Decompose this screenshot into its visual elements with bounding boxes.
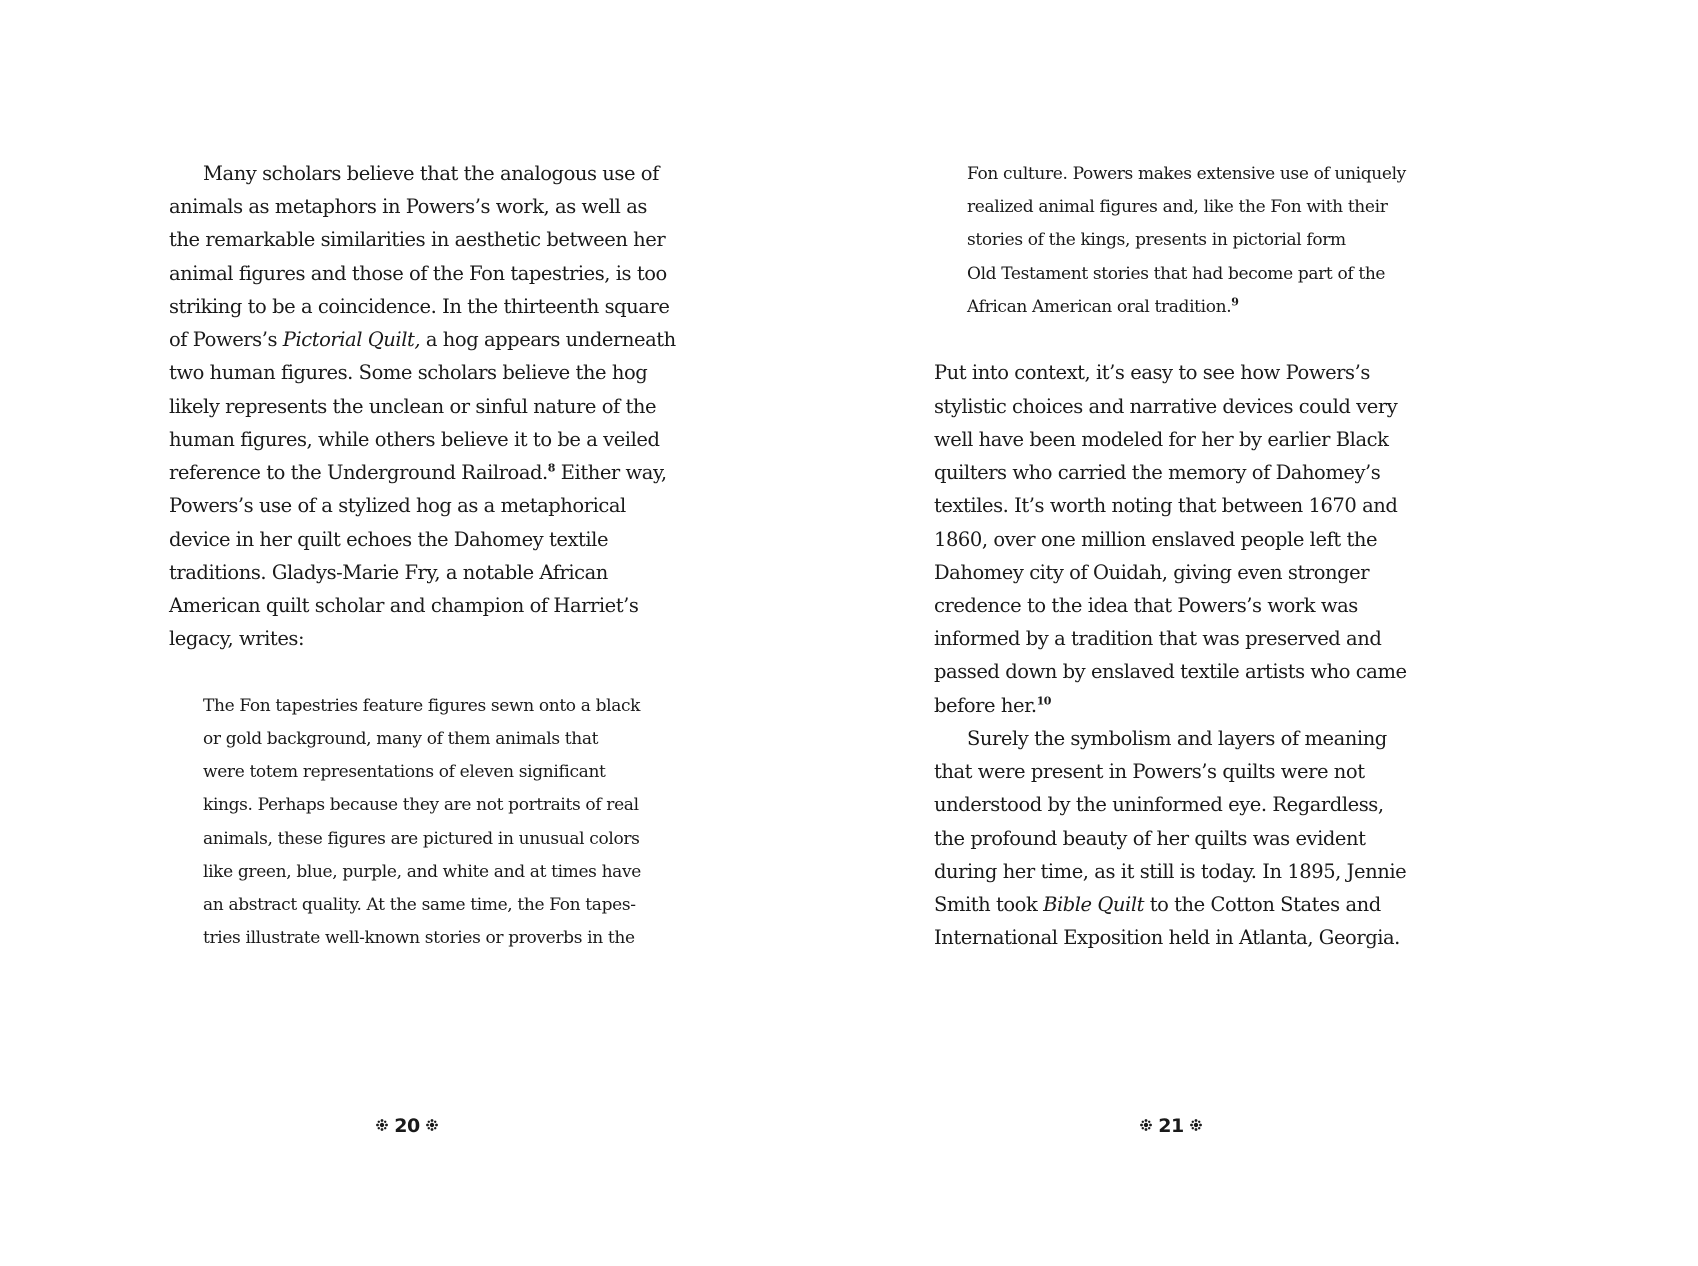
body-line: during her time, as it still is today. In 1895, Jennie — [934, 860, 1407, 883]
footnote-marker: 9 — [1231, 295, 1239, 309]
body-line: animals as metaphors in Powers’s work, as well as — [169, 195, 647, 218]
body-line — [934, 887, 1381, 923]
body-line: stylistic choices and narrative devices could very — [934, 395, 1398, 418]
body-line: likely represents the unclean or sinful nature of the — [169, 395, 657, 418]
body-text: Smith took — [934, 893, 1044, 916]
quote-line: animals, these figures are pictured in unusual colors — [203, 829, 640, 849]
body-line — [934, 688, 1051, 724]
quote-line: like green, blue, purple, and white and at times have — [203, 862, 641, 882]
flower-ornament-icon — [1140, 1119, 1152, 1131]
quote-line: tries illustrate well-known stories or proverbs in the — [203, 928, 635, 948]
body-text: to the Cotton States and — [1144, 893, 1381, 916]
body-line: Surely the symbolism and layers of meaning — [967, 727, 1387, 750]
body-line: the profound beauty of her quilts was evident — [934, 827, 1366, 850]
body-line: device in her quilt echoes the Dahomey textile — [169, 528, 609, 551]
page-number-text: 20 — [394, 1115, 420, 1137]
quote-line: Fon culture. Powers makes extensive use of uniquely — [967, 164, 1406, 184]
quote-line: realized animal figures and, like the Fon with their — [967, 197, 1388, 217]
body-line: animal figures and those of the Fon tapestries, is too — [169, 262, 667, 285]
body-line: Put into context, it’s easy to see how Powers’s — [934, 361, 1370, 384]
body-line: two human figures. Some scholars believe the hog — [169, 361, 648, 384]
flower-ornament-icon — [376, 1119, 388, 1131]
body-line: informed by a tradition that was preserved and — [934, 627, 1382, 650]
body-line: the remarkable similarities in aesthetic between her — [169, 228, 666, 251]
footnote-marker: 10 — [1036, 694, 1051, 708]
body-line: 1860, over one million enslaved people left the — [934, 528, 1378, 551]
body-line: Dahomey city of Ouidah, giving even stronger — [934, 561, 1370, 584]
body-text: Either way, — [555, 461, 667, 484]
body-line: legacy, writes: — [169, 627, 305, 650]
quote-line: Old Testament stories that had become part of the — [967, 264, 1386, 284]
body-line: understood by the uninformed eye. Regardless, — [934, 793, 1384, 816]
body-line: quilters who carried the memory of Dahomey’s — [934, 461, 1381, 484]
quote-line: or gold background, many of them animals that — [203, 729, 599, 749]
page-number — [347, 1114, 467, 1138]
page-number — [1111, 1114, 1231, 1138]
body-line: traditions. Gladys-Marie Fry, a notable African — [169, 561, 608, 584]
body-text: a hog appears underneath — [420, 328, 676, 351]
flower-ornament-icon — [426, 1119, 438, 1131]
body-line — [169, 322, 676, 358]
quote-line: were totem representations of eleven significant — [203, 762, 606, 782]
quote-text: African American oral tradition. — [967, 297, 1232, 317]
body-line: textiles. It’s worth noting that between 1670 and — [934, 494, 1398, 517]
quote-line: The Fon tapestries feature figures sewn onto a black — [203, 696, 641, 716]
right-page — [849, 0, 1698, 1266]
body-text: of Powers’s — [169, 328, 283, 351]
body-text: before her. — [934, 694, 1037, 717]
footnote-marker: 8 — [547, 461, 556, 475]
quote-line: an abstract quality. At the same time, the Fon tapes- — [203, 895, 636, 915]
body-line: International Exposition held in Atlanta, Georgia. — [934, 926, 1400, 949]
quilt-title: Pictorial Quilt, — [282, 328, 421, 351]
body-line — [169, 455, 667, 491]
quote-line: stories of the kings, presents in pictorial form — [967, 230, 1346, 250]
body-line: Many scholars believe that the analogous use of — [203, 162, 659, 185]
quote-line: kings. Perhaps because they are not portraits of real — [203, 795, 639, 815]
flower-ornament-icon — [1190, 1119, 1202, 1131]
body-line: credence to the idea that Powers’s work was — [934, 594, 1358, 617]
body-line: human figures, while others believe it to be a veiled — [169, 428, 660, 451]
page-number-text: 21 — [1158, 1115, 1184, 1137]
body-line: Powers’s use of a stylized hog as a metaphorical — [169, 494, 626, 517]
body-text: reference to the Underground Railroad. — [169, 461, 548, 484]
body-line: American quilt scholar and champion of Harriet’s — [169, 594, 639, 617]
quote-line — [967, 289, 1239, 325]
body-line: that were present in Powers’s quilts were not — [934, 760, 1365, 783]
body-line: well have been modeled for her by earlier Black — [934, 428, 1389, 451]
body-line: passed down by enslaved textile artists who came — [934, 660, 1407, 683]
body-line: striking to be a coincidence. In the thirteenth square — [169, 295, 670, 318]
quilt-title: Bible Quilt — [1043, 893, 1144, 916]
